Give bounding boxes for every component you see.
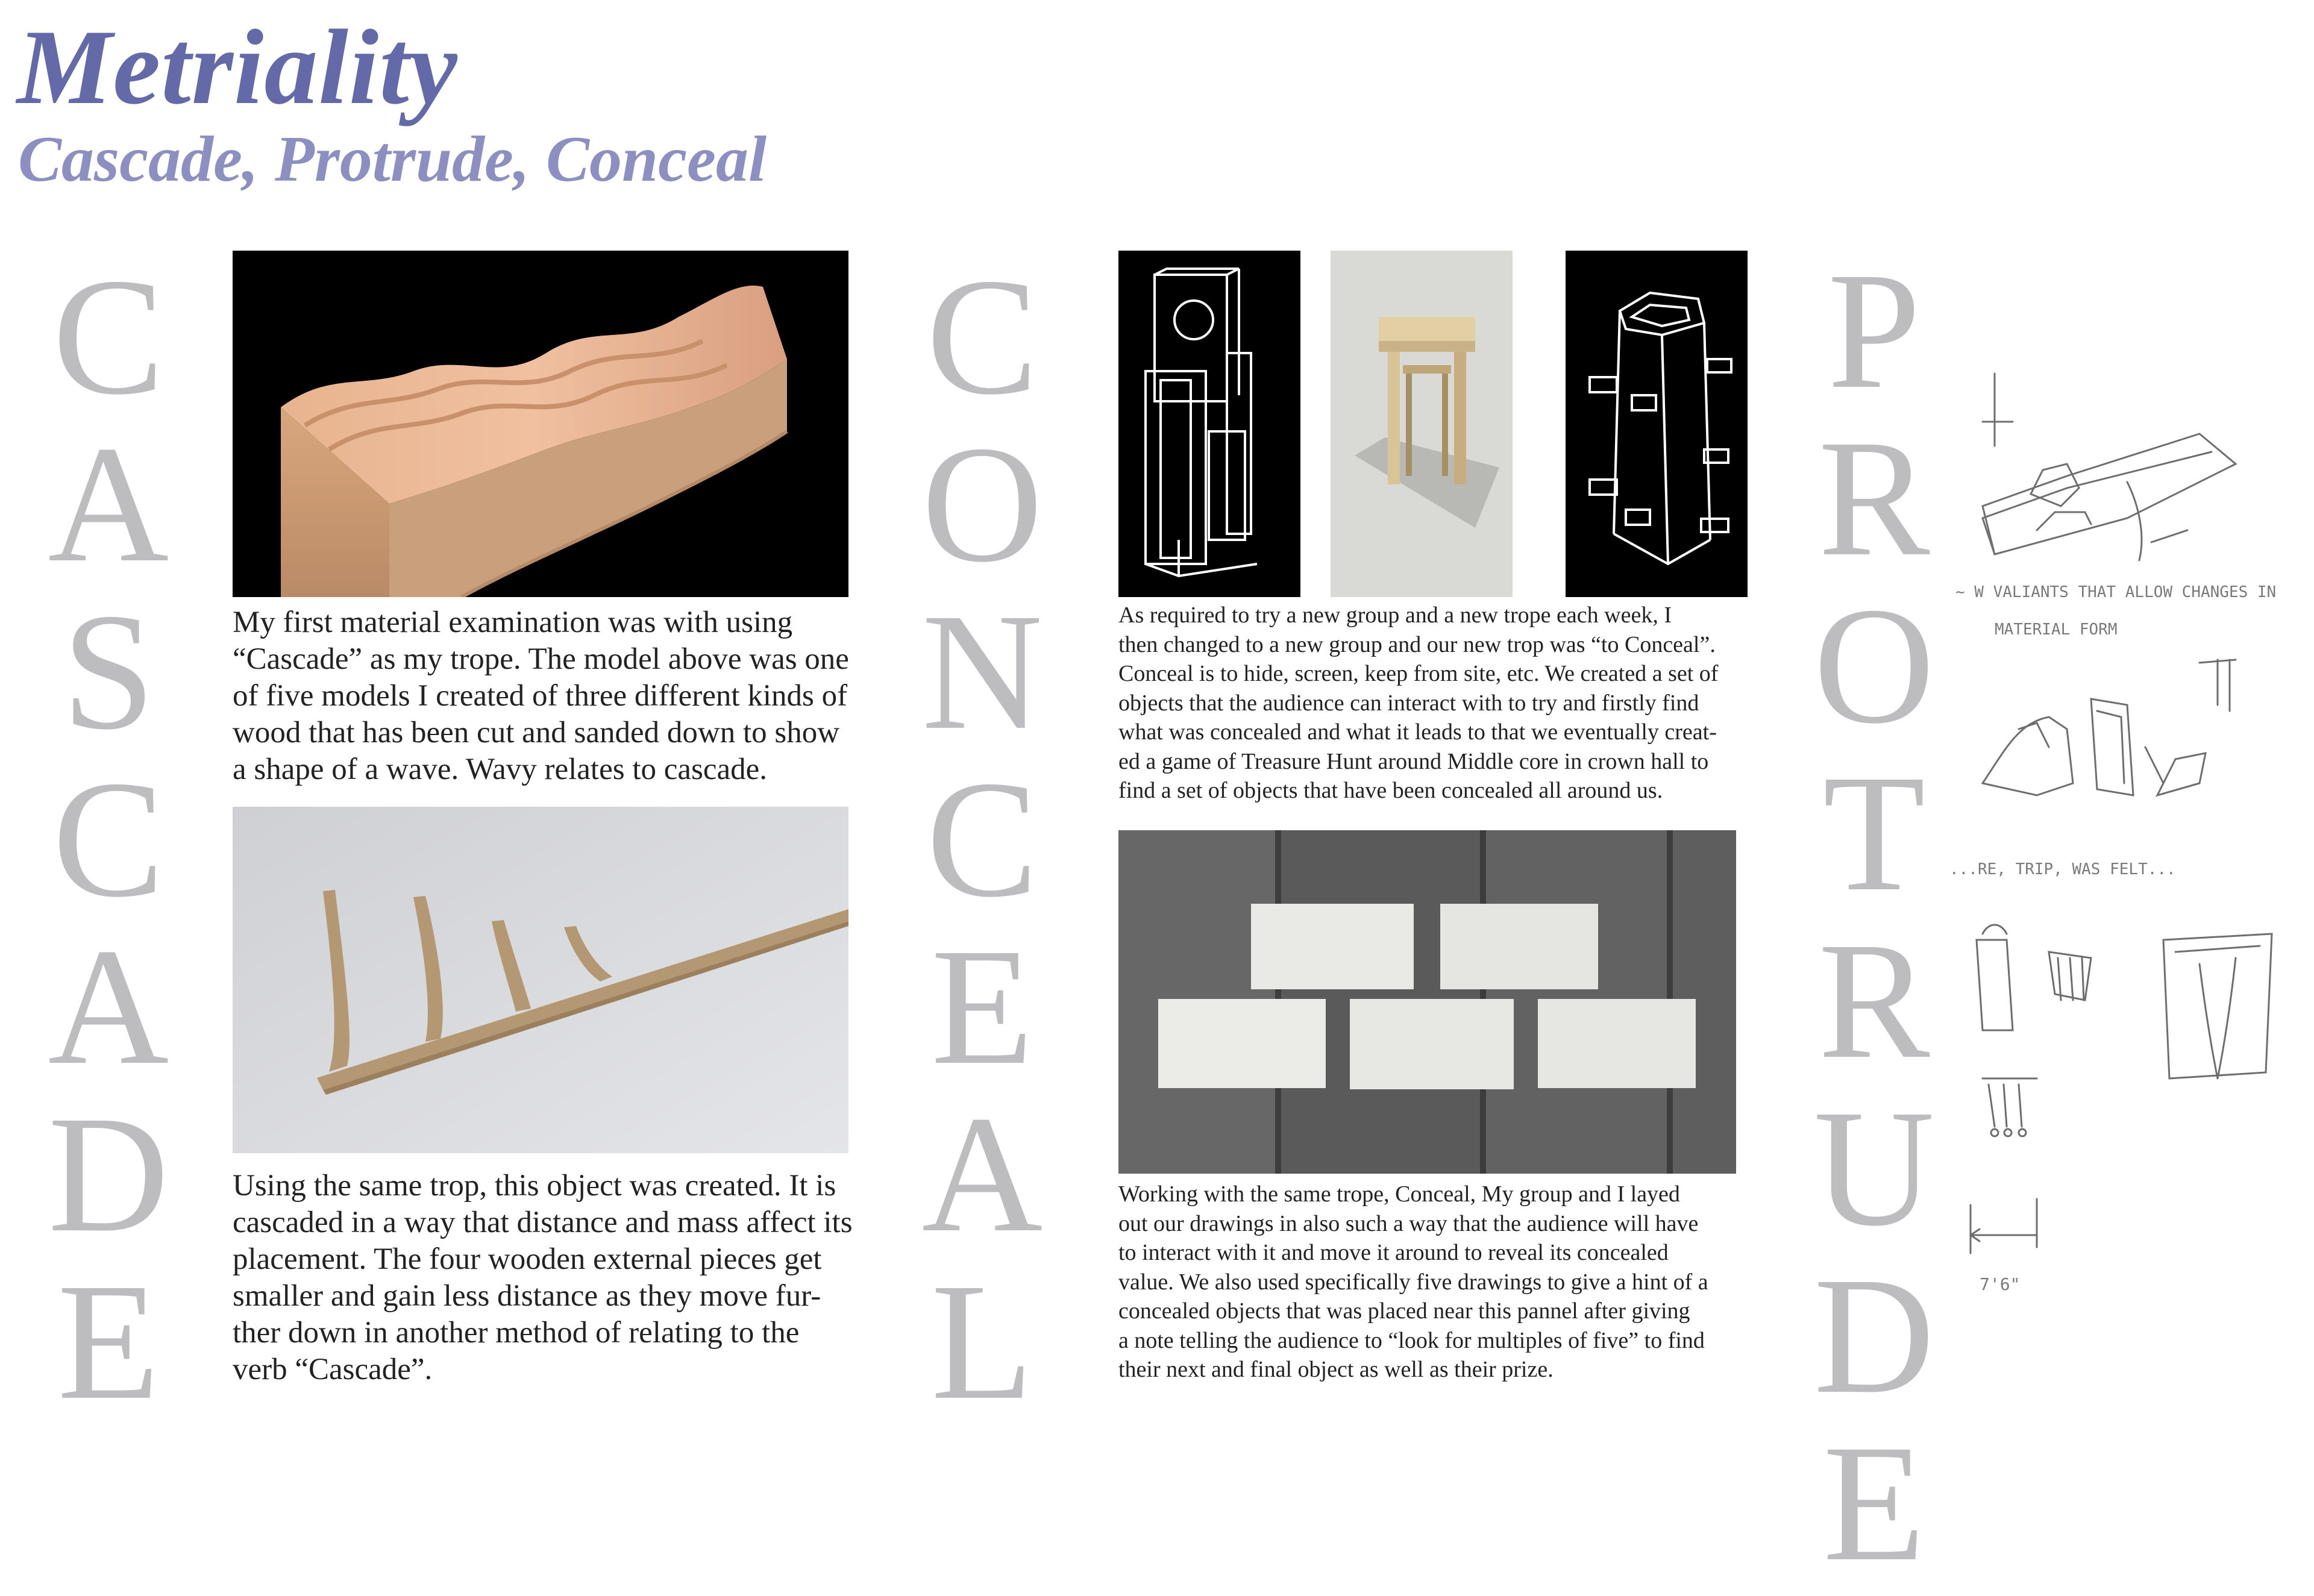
vertical-letter: U — [1813, 1075, 1935, 1261]
wireframe-tower-drawing — [1118, 251, 1300, 597]
text-line: to interact with it and move it around to reveal its concealed — [1118, 1240, 1669, 1265]
vertical-letter: N — [921, 579, 1043, 765]
vertical-letter: E — [931, 914, 1033, 1100]
vertical-word-cascade — [30, 244, 187, 1435]
vertical-letter: T — [1823, 740, 1925, 926]
conceal-paragraph-1 — [1118, 601, 1781, 806]
vertical-letter: L — [931, 1249, 1033, 1435]
vertical-letter: C — [52, 244, 165, 430]
text-line: Conceal is to hide, screen, keep from site, etc. We created a set of — [1118, 661, 1719, 686]
vertical-letter: S — [61, 579, 155, 765]
text-line: a note telling the audience to “look for multiples of five” to find — [1118, 1327, 1705, 1353]
protrude-sketches — [1946, 361, 2296, 1325]
text-line: cascaded in a way that distance and mass affect its — [233, 1206, 853, 1239]
vertical-letter: C — [926, 244, 1038, 430]
vertical-letter: O — [1813, 573, 1935, 759]
text-line: placement. The four wooden external pieces get — [233, 1242, 822, 1276]
text-line: My first material examination was with using — [233, 606, 793, 639]
sketch-note-4: 7'6" — [1980, 1274, 2021, 1294]
text-line: ed a game of Treasure Hunt around Middle core in crown hall to — [1118, 748, 1709, 774]
text-line: objects that the audience can interact with to try and firstly find — [1118, 690, 1699, 716]
vertical-letter: C — [926, 746, 1038, 932]
sketch-note-1: ~ W VALIANTS THAT ALLOW CHANGES IN — [1955, 583, 2277, 601]
wireframe-column-drawing — [1566, 251, 1748, 597]
conceal-paragraph-2 — [1118, 1180, 1781, 1385]
text-line: As required to try a new group and a new trope each week, I — [1118, 602, 1672, 628]
text-line: then changed to a new group and our new trop was “to Conceal”. — [1118, 631, 1716, 657]
vertical-letter: D — [1813, 1243, 1935, 1429]
vertical-letter: D — [48, 1081, 169, 1267]
vertical-letter: A — [921, 1081, 1043, 1267]
text-line: Working with the same trope, Conceal, My group and I layed — [1118, 1181, 1680, 1207]
vertical-letter: E — [57, 1249, 160, 1435]
vertical-letter: E — [1823, 1410, 1925, 1596]
vertical-letter: R — [1818, 908, 1930, 1094]
wood-comb-photo — [233, 807, 848, 1153]
vertical-letter: A — [48, 914, 169, 1100]
wood-arch-model-photo — [1331, 251, 1513, 597]
vertical-word-protrude — [1796, 238, 1952, 1596]
text-line: ther down in another method of relating to the — [233, 1316, 800, 1350]
text-line: wood that has been cut and sanded down to show — [233, 716, 840, 749]
text-line: concealed objects that was placed near this pannel after giving — [1118, 1298, 1690, 1324]
cascade-paragraph-1 — [233, 604, 871, 788]
text-line: find a set of objects that have been concealed all around us. — [1118, 778, 1663, 803]
text-line: out our drawings in also such a way that the audience will have — [1118, 1210, 1699, 1236]
page-subtitle: Cascade, Protrude, Conceal — [18, 124, 767, 195]
text-line: verb “Cascade”. — [233, 1353, 433, 1386]
text-line: Using the same trop, this object was created. It is — [233, 1169, 836, 1203]
vertical-letter: O — [921, 412, 1043, 597]
wave-model-photo — [233, 251, 848, 597]
vertical-letter: A — [48, 412, 169, 597]
text-line: value. We also used specifically five drawings to give a hint of a — [1118, 1269, 1708, 1295]
vertical-letter: R — [1818, 405, 1930, 591]
text-line: a shape of a wave. Wavy relates to cascade. — [233, 753, 768, 786]
vertical-letter: C — [52, 746, 165, 932]
page-title: Metriality — [17, 7, 458, 127]
text-line: smaller and gain less distance as they move fur- — [233, 1279, 821, 1313]
text-line: what was concealed and what it leads to that we eventually creat- — [1118, 719, 1717, 745]
vertical-word-conceal — [904, 244, 1061, 1435]
vertical-letter: P — [1827, 238, 1921, 424]
text-line: their next and final object as well as their prize. — [1118, 1357, 1554, 1382]
cascade-paragraph-2 — [233, 1168, 871, 1388]
five-cards-photo — [1118, 830, 1736, 1174]
sketch-note-3: ...RE, TRIP, WAS FELT... — [1949, 860, 2176, 878]
sketch-note-2: MATERIAL FORM — [1995, 621, 2118, 639]
text-line: “Cascade” as my trope. The model above was one — [233, 642, 849, 676]
text-line: of five models I created of three different kinds of — [233, 679, 848, 713]
